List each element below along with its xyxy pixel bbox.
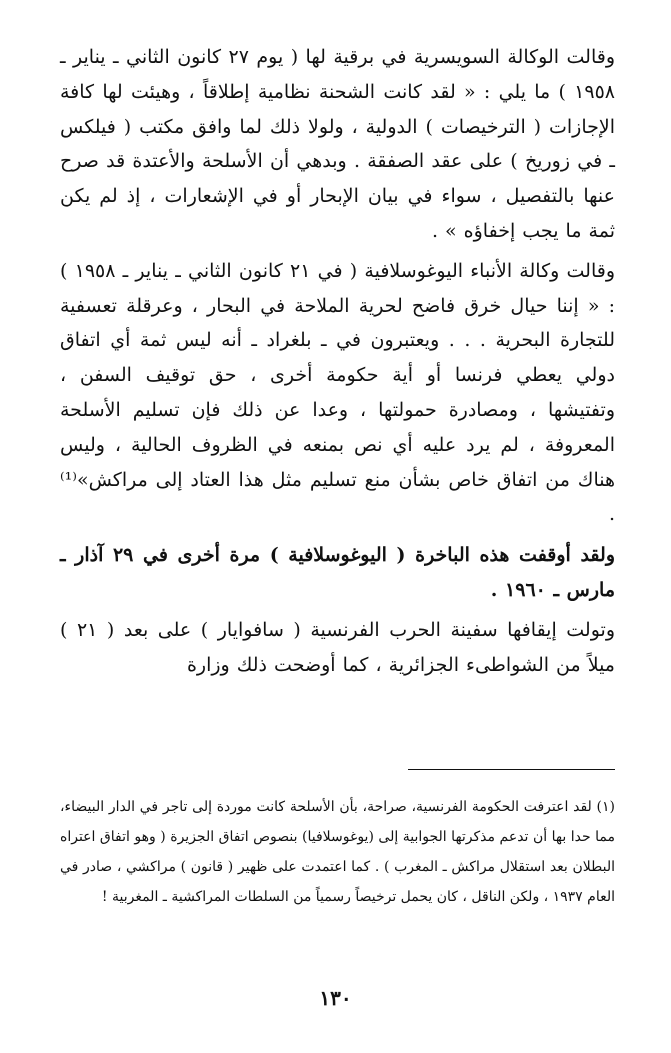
paragraph-warship-savoyard: وتولت إيقافها سفينة الحرب الفرنسية ( سافوايار ) على بعد ( ٢١ ) ميلاً من الشواطىء الجزائرية ، كما أوضحت ذلك وزارة <box>60 618 616 676</box>
main-text-block <box>60 40 615 682</box>
paragraph-swiss-agency: وقالت الوكالة السويسرية في برقية لها ( يوم ٢٧ كانون الثاني ـ يناير ـ ١٩٥٨ ) ما يلي : « لقد كانت الشحنة نظامية إطلاقاً ، وهيئت لها كافة الإجازات ( الترخيصات ) الدولية ، ولولا ذلك لما وافق مكتب ( فيلكس ـ في زوريخ ) على عقد الصفقة . وبدهي أن الأسلحة والأعتدة قد صرح عنها بالتفصيل ، سواء في بيان الإبحار أو في الإشعارات ، إذ لم يكن ثمة ما يجب إخفاؤه » . <box>60 46 615 242</box>
page-number: ١٣٠ <box>319 986 352 1010</box>
paragraph-yugoslav-agency: وقالت وكالة الأنباء اليوغوسلافية ( في ٢١ كانون الثاني ـ يناير ـ ١٩٥٨ ) : « إننا حيال خرق فاضح لحرية الملاحة في البحار ، وعرقلة تعسفية للتجارة البحرية . . . ويعتبرون في ـ بلغراد ـ أنه ليس ثمة أي اتفاق دولي يعطي فرنسا أو أية حكومة أخرى ، حق توقيف السفن ، وتفتيشها ، ومصادرة حمولتها ، وعدا عن ذلك فإن تسليم الأسلحة المعروفة ، لم يرد عليه أي نص بمنعه في الظروف الحالية ، وليس هناك من اتفاق خاص بشأن منع تسليم مثل هذا العتاد إلى مراكش»⁽¹⁾ . <box>60 259 615 526</box>
paragraph-ship-stopped-again: ولقد أوقفت هذه الباخرة ( اليوغوسلافية ) مرة أخرى في ٢٩ آذار ـ مارس ـ ١٩٦٠ . <box>60 544 615 601</box>
footnote-separator-line <box>408 769 615 770</box>
footnote-1: (١) لقد اعترفت الحكومة الفرنسية، صراحة، بأن الأسلحة كانت موردة إلى تاجر في الدار البيضاء، مما حدا بها أن تدعم مذكرتها الجوابية إلى (يوغوسلافيا) بنصوص اتفاق الجزيرة ( وهو اتفاق اعتراه البطلان بعد استقلال مراكش ـ المغرب ) . كما اعتمدت على ظهير ( قانون ) مراكشي ، صادر في العام ١٩٣٧ ، ولكن الناقل ، كان يحمل ترخيصاً رسمياً من السلطات المراكشية ـ المغربية ! <box>60 799 615 905</box>
